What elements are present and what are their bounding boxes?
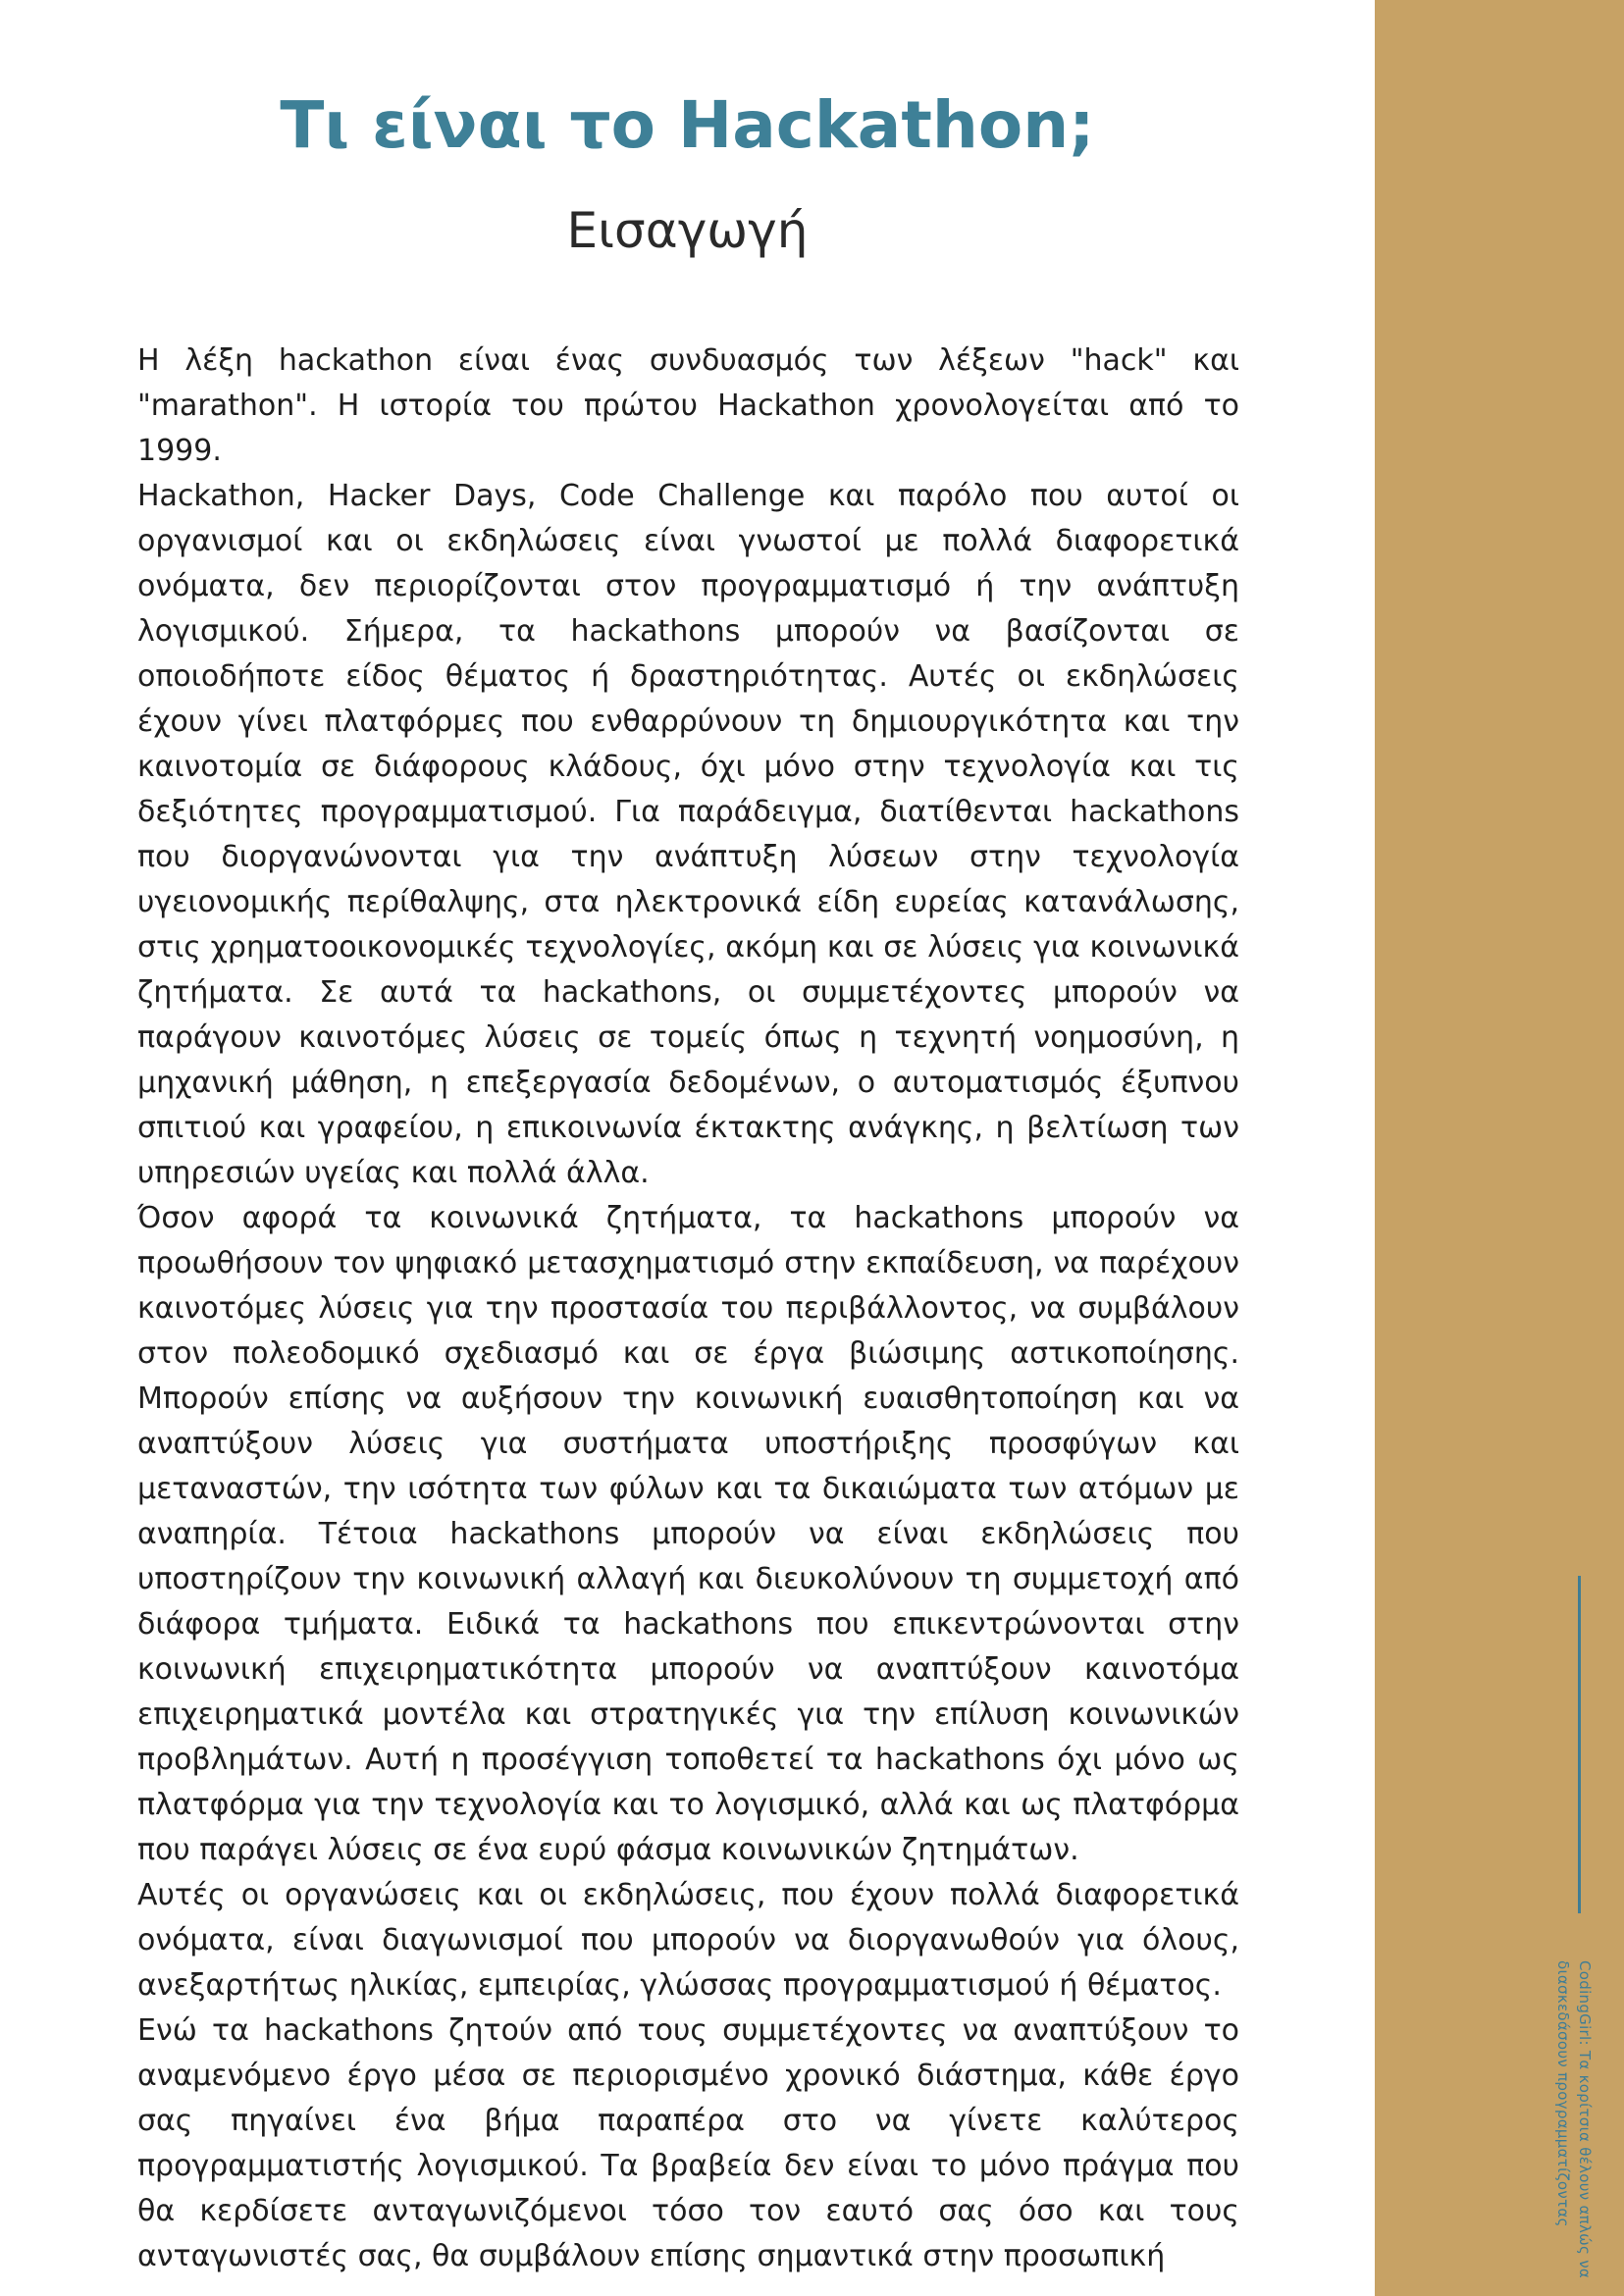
paragraph: Ενώ τα hackathons ζητούν από τους συμμετέχοντες να αναπτύξουν το αναμενόμενο έργο μέσα σε περιορισμένο χρονικό διάστημα, κάθε έργο σας πηγαίνει ένα βήμα παραπέρα στο να γίνετε καλύτερος προγραμματιστής λογισμικού. Τα βραβεία δεν είναι το μόνο πράγμα που θα κερδίσετε ανταγωνιζόμενοι τόσο τον εαυτό σας όσο και τους ανταγωνιστές σας, θα συμβάλουν επίσης σημαντικά στην προσωπική [137,2013,1239,2273]
page-title: Τι είναι το Hackathon; [280,87,1095,163]
paragraph: Αυτές οι οργανώσεις και οι εκδηλώσεις, που έχουν πολλά διαφορετικά ονόματα, είναι διαγωνισμοί που μπορούν να διοργανωθούν για όλους, ανεξαρτήτως ηλικίας, εμπειρίας, γλώσσας προγραμματισμού ή θέματος. [137,1878,1239,2003]
sidebar-divider-line [1578,1576,1581,1913]
sidebar-caption-line: CodingGirl: Τα κορίτσια θέλουν απλώς να [1576,1960,1594,2279]
paragraph: Hackathon, Hacker Days, Code Challenge και παρόλο που αυτοί οι οργανισμοί και οι εκδηλώσεις είναι γνωστοί με πολλά διαφορετικά ονόματα, δεν περιορίζονται στον προγραμματισμό ή την ανάπτυξη λογισμικού. Σήμερα, τα hackathons μπορούν να βασίζονται σε οποιοδήποτε είδος θέματος ή δραστηριότητας. Αυτές οι εκδηλώσεις έχουν γίνει πλατφόρμες που ενθαρρύνουν τη δημιουργικότητα και την καινοτομία σε διάφορους κλάδους, όχι μόνο στην τεχνολογία και τις δεξιότητες προγραμματισμού. Για παράδειγμα, διατίθενται hackathons που διοργανώνονται για την ανάπτυξη λύσεων στην τεχνολογία υγειονομικής περίθαλψης, στα ηλεκτρονικά είδη ευρείας κατανάλωσης, στις χρηματοοικονομικές τεχνολογίες, ακόμη και σε λύσεις για κοινωνικά ζητήματα. Σε αυτά τα hackathons, οι συμμετέχοντες μπορούν να παράγουν καινοτόμες λύσεις σε τομείς όπως η τεχνητή νοημοσύνη, η μηχανική μάθηση, η επεξεργασία δεδομένων, ο αυτοματισμός έξυπνου σπιτιού και γραφείου, η επικοινωνία έκτακτης ανάγκης, η βελτίωση των υπηρεσιών υγείας και πολλά άλλα. [137,479,1239,1190]
decorative-sidebar [1375,0,1624,2296]
paragraph: Όσον αφορά τα κοινωνικά ζητήματα, τα hackathons μπορούν να προωθήσουν τον ψηφιακό μετασχηματισμό στην εκπαίδευση, να παρέχουν καινοτόμες λύσεις για την προστασία του περιβάλλοντος, να συμβάλουν στον πολεοδομικό σχεδιασμό και σε έργα βιώσιμης αστικοποίησης. Μπορούν επίσης να αυξήσουν την κοινωνική ευαισθητοποίηση και να αναπτύξουν λύσεις για συστήματα υποστήριξης προσφύγων και μεταναστών, την ισότητα των φύλων και τα δικαιώματα των ατόμων με αναπηρία. Τέτοια hackathons μπορούν να είναι εκδηλώσεις που υποστηρίζουν την κοινωνική αλλαγή και διευκολύνουν τη συμμετοχή από διάφορα τμήματα. Ειδικά τα hackathons που επικεντρώνονται στην κοινωνική επιχειρηματικότητα μπορούν να αναπτύξουν καινοτόμα επιχειρηματικά μοντέλα και στρατηγικές για την επίλυση κοινωνικών προβλημάτων. Αυτή η προσέγγιση τοποθετεί τα hackathons όχι μόνο ως πλατφόρμα για την τεχνολογία και το λογισμικό, αλλά και ως πλατφόρμα που παράγει λύσεις σε ένα ευρύ φάσμα κοινωνικών ζητημάτων. [137,1201,1239,1867]
sidebar-caption-line: διασκεδάσουν προγραμματίζοντας [1554,1960,1572,2227]
body-text [137,339,1239,2279]
sidebar-caption [1552,1960,1596,2278]
page-subtitle: Εισαγωγή [566,202,809,259]
paragraph: Η λέξη hackathon είναι ένας συνδυασμός των λέξεων "hack" και "marathon". Η ιστορία του πρώτου Hackathon χρονολογείται από το 1999. [137,343,1239,468]
